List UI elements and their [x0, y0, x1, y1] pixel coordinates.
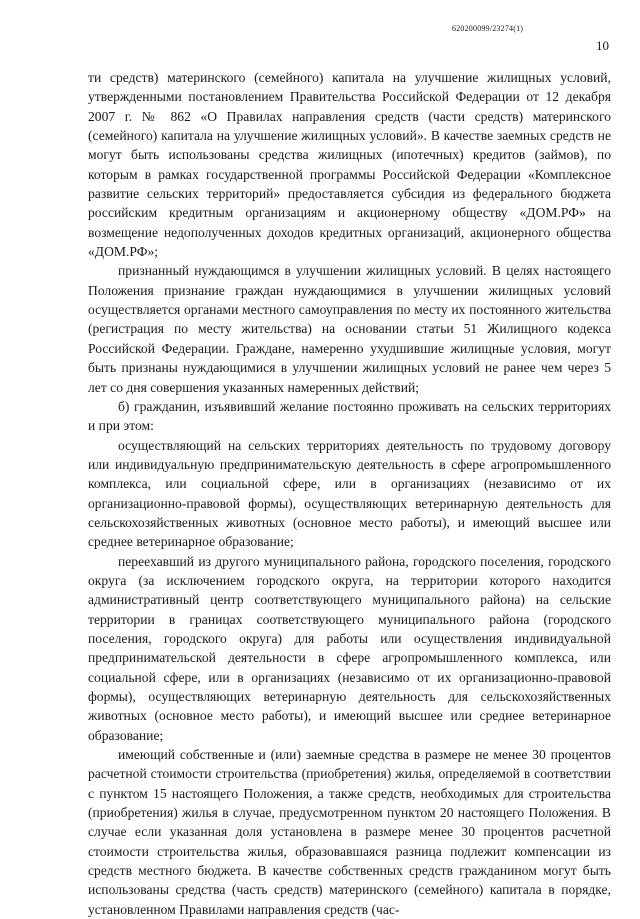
- paragraph-relocation-condition: переехавший из другого муниципального района, городского поселения, городского округа (за исключением городского округа, на территории которого находится административный центр соответствующего муниципального района) на сельские территории в границах соответствующего муниципального района (городского поселения, городского округа) для работы или осуществления индивидуальной предпринимательской деятельности в сфере агропромышленного комплекса, или социальной сфере, или в организациях (независимо от их организационно-правовой формы), осуществляющих ветеринарную деятельность для сельскохозяйственных животных (основное место работы), и имеющий высшее или среднее ветеринарное образование;: [88, 553, 611, 743]
- document-registration-number: 620200099/23274(1): [452, 24, 524, 33]
- paragraph-housing-need: признанный нуждающимся в улучшении жилищных условий. В целях настоящего Положения признание граждан нуждающимися в улучшении жилищных условий осуществляется органами местного самоуправления по месту их постоянного жительства (регистрация по месту жительства) на основании статьи 51 Жилищного кодекса Российской Федерации. Граждане, намеренно ухудшившие жилищные условия, могут быть признаны нуждающимися в улучшении жилищных условий не ранее чем через 5 лет со дня совершения указанных намеренных действий;: [88, 263, 611, 395]
- paragraph-item-b: б) гражданин, изъявивший желание постоянно проживать на сельских территориях и при этом:: [88, 398, 611, 434]
- page-number: 10: [596, 38, 609, 53]
- paragraph-employment-condition: осуществляющий на сельских территориях деятельность по трудовому договору или индивидуальную предпринимательскую деятельность в сфере агропромышленного комплекса, или социальной сфере, или в организациях (независимо от их организационно-правовой формы), осуществляющих ветеринарную деятельность для сельскохозяйственных животных (основное место работы), и имеющий высшее или среднее ветеринарное образование;: [88, 437, 611, 550]
- paragraph-own-funds-condition: имеющий собственные и (или) заемные средства в размере не менее 30 процентов расчетной стоимости строительства (приобретения) жилья, определяемой в соответствии с пунктом 15 настоящего Положения, а также средств, необходимых для строительства (приобретения) жилья в случае, предусмотренном пунктом 20 настоящего Положения. В случае если указанная доля установлена в размере менее 30 процентов расчетной стоимости строительства жилья, образовавшаяся разница подлежит компенсации из средств местного бюджета. В качестве собственных средств гражданином могут быть использованы средства (часть средств) материнского (семейного) капитала в порядке, установленном Правилами направления средств (час-: [88, 747, 611, 917]
- paragraph-continuation: ти средств) материнского (семейного) капитала на улучшение жилищных условий, утвержденными постановлением Правительства Российской Федерации от 12 декабря 2007 г. № 862 «О Правилах направления средств (части средств) материнского (семейного) капитала на улучшение жилищных условий». В качестве заемных средств не могут быть использованы средства жилищных (ипотечных) кредитов (займов), по которым в рамках государственной программы Российской Федерации «Комплексное развитие сельских территорий» предоставляется субсидия из федерального бюджета российским кредитным организациям и акционерному обществу «ДОМ.РФ» на возмещение недополученных доходов кредитных организаций, акционерного общества «ДОМ.РФ»;: [88, 70, 611, 260]
- document-body: [88, 68, 611, 919]
